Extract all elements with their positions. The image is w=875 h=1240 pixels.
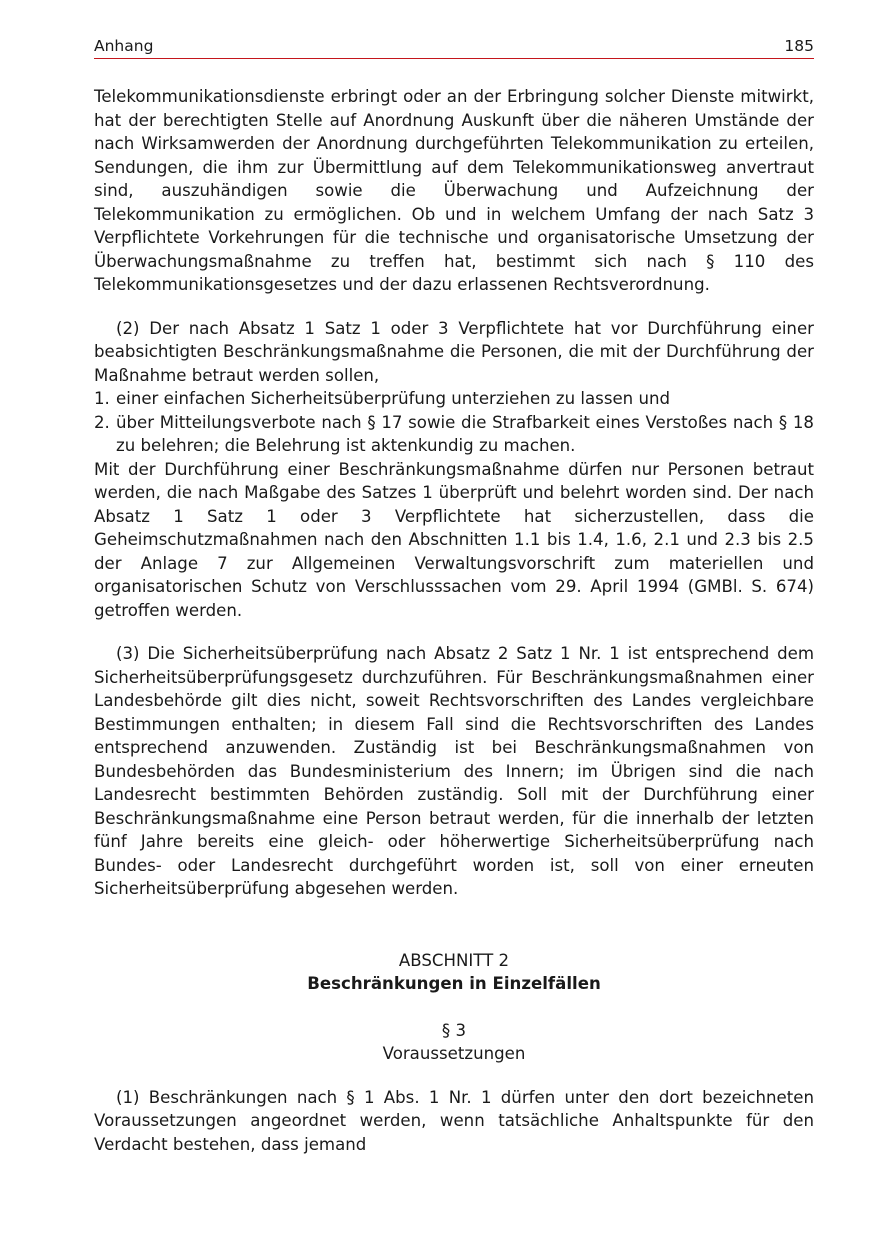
section-label: ABSCHNITT 2 <box>398 950 510 970</box>
running-title: Anhang <box>94 37 154 55</box>
paragraph-3: (3) Die Sicherheitsüberprüfung nach Absatz 2 Satz 1 Nr. 1 ist entsprechend dem Sicherheitsüberprüfungsgesetz durchzuführen. Für Beschränkungsmaßnahmen einer Landesbehörde gilt dies nicht, soweit Rechtsvorschriften des Landes vergleichbare Bestimmungen enthalten; in diesem Fall sind die Rechtsvorschriften des Landes entsprechend anzuwenden. Zuständig ist bei Beschränkungsmaßnahmen von Bundesbehörden das Bundesministerium des Innern; im Übrigen sind die nach Landesrecht bestimmten Behörden zuständig. Soll mit der Durchführung einer Beschränkungsmaßnahme eine Person betraut werden, für die innerhalb der letzten fünf Jahre bereits eine gleich- oder höherwertige Sicherheitsüberprüfung nach Bundes- oder Landesrecht durchgeführt worden ist, soll von einer erneuten Sicherheitsüberprüfung abgesehen werden. <box>94 644 814 898</box>
running-header <box>94 36 814 59</box>
page-number: 185 <box>784 37 814 55</box>
list-item <box>94 411 814 458</box>
document-body <box>94 85 814 1156</box>
document-page <box>94 36 814 1156</box>
list-item-text: einer einfachen Sicherheitsüberprüfung unterziehen zu lassen und <box>116 389 671 408</box>
list-item-number: 2. <box>94 412 110 432</box>
paragraph-2-rest: Mit der Durchführung einer Beschränkungsmaßnahme dürfen nur Personen betraut werden, die nach Maßgabe des Satzes 1 überprüft und belehrt worden sind. Der nach Absatz 1 Satz 1 oder 3 Verpflichtete hat sicherzustellen, dass die Geheimschutzmaßnahmen nach den Abschnitten 1.1 bis 1.4, 1.6, 2.1 und 2.3 bis 2.5 der Anlage 7 zur Allgemeinen Verwaltungsvorschrift zum materiellen und organisatorischen Schutz von Verschlusssachen vom 29. April 1994 (GMBl. S. 674) getroffen werden. <box>94 459 814 620</box>
section-title: Beschränkungen in Einzelfällen <box>307 974 601 993</box>
section-heading <box>94 949 814 1066</box>
continued-paragraph: Telekommunikationsdienste erbringt oder an der Erbringung solcher Dienste mitwirkt, hat der berechtigten Stelle auf Anordnung Auskunft über die näheren Umstände der nach Wirksamwerden der Anordnung durchgeführten Telekommunikation zu erteilen, Sendungen, die ihm zur Übermittlung auf dem Telekommunikationsweg anvertraut sind, auszuhändigen sowie die Überwachung und Aufzeichnung der Telekommunikation zu ermöglichen. Ob und in welchem Umfang der nach Satz 3 Verpflichtete Vorkehrungen für die technische und organisatorische Umsetzung der Überwachungsmaßnahme zu treffen hat, bestimmt sich nach § 110 des Telekommunikationsgesetzes und der dazu erlassenen Rechtsverordnung. <box>94 87 814 294</box>
paragraph-2-list <box>94 387 814 458</box>
list-item <box>94 387 814 411</box>
closing-paragraph: (1) Beschränkungen nach § 1 Abs. 1 Nr. 1 dürfen unter den dort bezeichneten Voraussetzungen angeordnet werden, wenn tatsächliche Anhaltspunkte für den Verdacht bestehen, dass jemand <box>94 1087 814 1154</box>
paragraph-sign: § 3 <box>441 1020 467 1040</box>
paragraph-2-intro: (2) Der nach Absatz 1 Satz 1 oder 3 Verpflichtete hat vor Durchführung einer beabsichtigten Beschränkungsmaßnahme die Personen, die mit der Durchführung der Maßnahme betraut werden sollen, <box>94 318 814 385</box>
list-item-number: 1. <box>94 389 110 408</box>
list-item-text: über Mitteilungsverbote nach § 17 sowie die Strafbarkeit eines Verstoßes nach § 18 zu belehren; die Belehrung ist aktenkundig zu machen. <box>116 412 814 455</box>
paragraph-title: Voraussetzungen <box>382 1044 526 1063</box>
